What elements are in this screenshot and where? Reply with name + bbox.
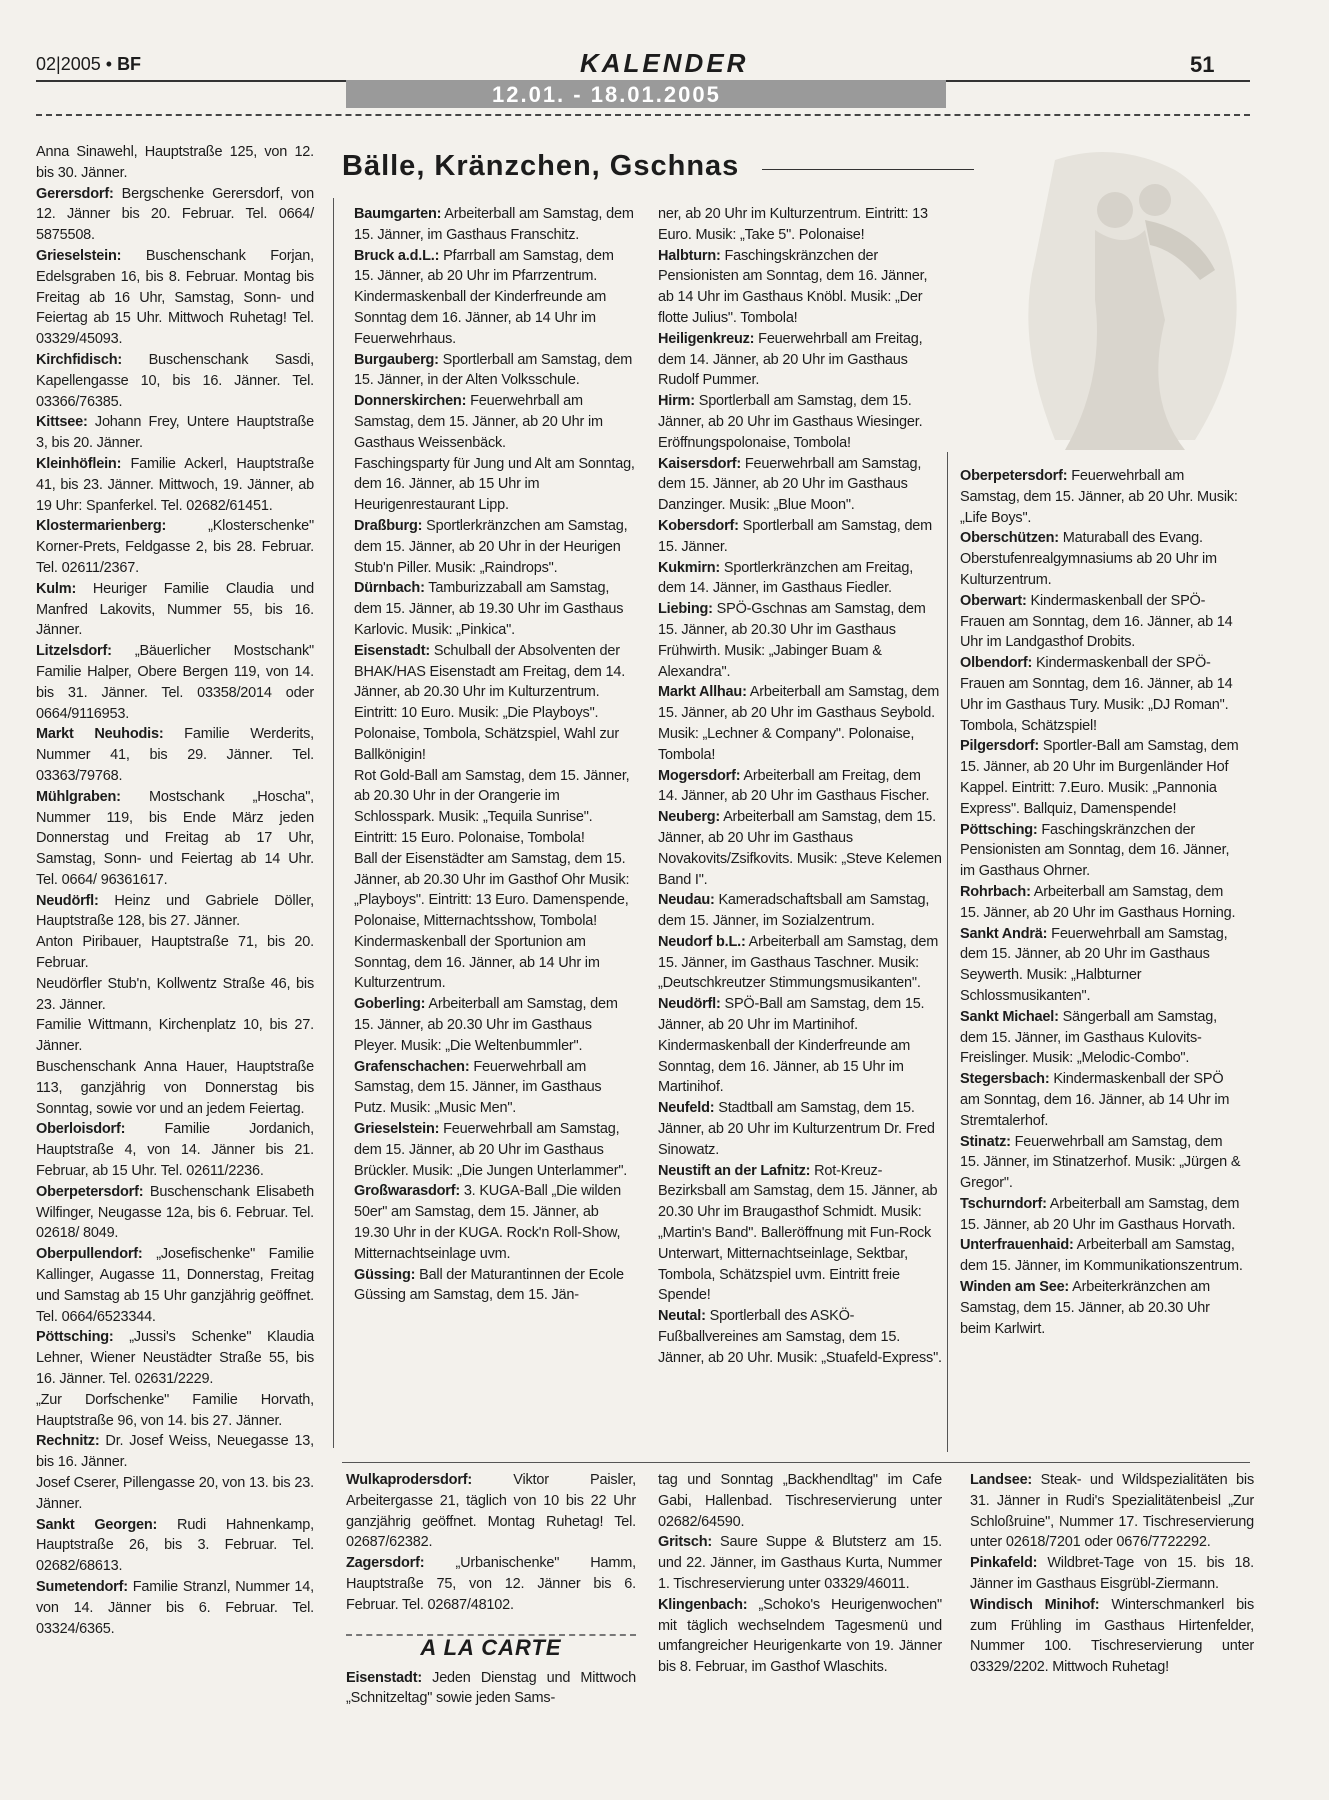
listing-text: Sportlerball des ASKÖ-Fußballvereines am Samstag, dem 15. Jänner, ab 20 Uhr. Musik: „Stuafeld-Express".: [658, 1308, 942, 1366]
listing-place: Baumgarten:: [354, 206, 442, 222]
listing-text: Kameradschaftsball am Samstag, dem 15. Jänner, im Sozialzentrum.: [658, 892, 930, 930]
listing-entry: [354, 204, 636, 246]
listing-entry: [970, 1595, 1254, 1678]
listing-text: Josef Cserer, Pillengasse 20, von 13. bis 23. Jänner.: [36, 1475, 314, 1512]
listing-entry: [36, 1015, 314, 1057]
listing-text: Kindermaskenball der SPÖ-Frauen am Sonntag, dem 16. Jänner, ab 14 Uhr im Gasthaus Tury. Musik: „DJ Roman". Tombola, Schätzspiel!: [960, 655, 1233, 734]
section-bottom-rule: [342, 1462, 1250, 1463]
listing-entry: [354, 766, 636, 849]
listing-entry: [658, 932, 942, 994]
listing-place: Litzelsdorf:: [36, 643, 112, 660]
listing-place: Grieselstein:: [36, 247, 122, 264]
listing-place: Kirchfidisch:: [36, 351, 123, 368]
listing-place: Burgauberg:: [354, 351, 439, 368]
listing-text: Steak- und Wildspezialitäten bis 31. Jänner in Rudi's Spezialitätenbeisl „Zur Schloßruine", Nummer 17. Tischreservierung unter 02618/7201 oder 0676/7722292.: [970, 1472, 1254, 1551]
listing-place: Großwarasdorf:: [354, 1183, 460, 1200]
bottom-column-1: [346, 1470, 636, 1709]
listing-place: Oberpetersdorf:: [36, 1183, 144, 1200]
listing-text: Sportlerkränzchen am Freitag, dem 14. Jänner, im Gasthaus Fiedler.: [658, 559, 914, 597]
listing-entry: [36, 350, 314, 412]
listing-place: Oberwart:: [960, 592, 1027, 609]
listing-entry: [960, 736, 1244, 819]
listing-entry: [346, 1553, 636, 1615]
listing-entry: [658, 1036, 942, 1098]
balls-column-2: [658, 204, 942, 1369]
listing-text: Feuerwehrball am Samstag, dem 15. Jänner, ab 20 Uhr im Gasthaus Brückler. Musik: „Die Jungen Unterlammer".: [354, 1121, 628, 1179]
listing-entry: [960, 1194, 1244, 1236]
listing-place: Pöttsching:: [960, 821, 1038, 838]
section-title: Bälle, Kränzchen, Gschnas: [342, 150, 740, 182]
listing-place: Dürnbach:: [354, 580, 425, 597]
listing-entry: [658, 1306, 942, 1368]
listing-entry: [36, 1244, 314, 1327]
listing-text: Pfarrball am Samstag, dem 15. Jänner, ab 20 Uhr im Pfarrzentrum.: [354, 247, 614, 285]
listing-place: Neudorf b.L.:: [658, 933, 746, 950]
listing-place: Wulkaprodersdorf:: [346, 1472, 473, 1488]
listing-entry: [658, 558, 942, 600]
listing-text: Johann Frey, Untere Hauptstraße 3, bis 20. Jänner.: [36, 414, 314, 452]
listing-entry: [36, 454, 314, 516]
listing-text: Familie Werderits, Nummer 41, bis 29. Jänner. Tel. 03363/79768.: [36, 726, 314, 784]
listing-place: Klostermarienberg:: [36, 518, 167, 535]
listing-place: Pilgersdorf:: [960, 738, 1039, 755]
listing-entry: [960, 820, 1244, 882]
listing-entry: [36, 1182, 314, 1244]
listing-place: Zagersdorf:: [346, 1555, 425, 1572]
listing-text: „Klosterschenke" Korner-Prets, Feldgasse 2, bis 28. Februar. Tel. 02611/2367.: [36, 518, 314, 576]
listing-text: Bergschenke Gerersdorf, von 12. Jänner bis 20. Februar. Tel. 0664/ 5875508.: [36, 185, 314, 244]
listing-place: Pinkafeld:: [970, 1555, 1038, 1572]
listing-place: Grieselstein:: [354, 1121, 440, 1138]
listing-text: Buschenschank Anna Hauer, Hauptstraße 113, ganzjährig von Donnerstag bis Sonntag, sowie vor und an jedem Feiertag.: [36, 1059, 314, 1117]
listing-text: Maturaball des Evang. Oberstufenrealgymnasiums ab 20 Uhr im Kulturzentrum.: [960, 530, 1217, 588]
listing-text: Buschenschank Sasdi, Kapellengasse 10, bis 16. Jänner. Tel. 03366/76385.: [36, 351, 314, 410]
listing-place: Stinatz:: [960, 1133, 1011, 1150]
listing-text: Feuerwehrball am Samstag, dem 15. Jänner, im Stinatzerhof. Musik: „Jürgen & Gregor".: [960, 1133, 1241, 1192]
listing-text: Sportlerkränzchen am Samstag, dem 15. Jänner, ab 20 Uhr in der Heurigen Stub'n Piller. Musik: „Raindrops".: [354, 517, 628, 576]
listing-place: Winden am See:: [960, 1279, 1070, 1296]
listing-text: Dr. Josef Weiss, Neuegasse 13, bis 16. Jänner.: [36, 1433, 314, 1471]
listing-place: Pöttsching:: [36, 1329, 114, 1346]
listing-text: Arbeiterkränzchen am Samstag, dem 15. Jänner, ab 20.30 Uhr beim Karlwirt.: [960, 1279, 1210, 1337]
listing-place: Neufeld:: [658, 1100, 715, 1117]
listing-text: Arbeiterball am Samstag, dem 15. Jänner, im Gasthaus Taschner. Musik: „Deutschkreutzer Stimmungsmusikanten".: [658, 933, 939, 992]
listing-entry: [36, 142, 314, 184]
listing-entry: [36, 1390, 314, 1432]
listing-entry: [354, 994, 636, 1056]
listing-entry: [354, 350, 636, 392]
listing-text: „Schoko's Heurigenwochen" mit täglich wechselndem Tagesmenü und umfangreicher Heurigenkarte von 19. Jänner bis 8. Februar, im Gasthof Wlaschits.: [658, 1596, 942, 1676]
listing-entry: [36, 932, 314, 974]
listing-place: Mühlgraben:: [36, 788, 121, 805]
listing-text: Feuerwehrball am Samstag, dem 15. Jänner, ab 20 Uhr im Gasthaus Danzinger. Musik: „Blue Moon".: [658, 455, 922, 514]
listing-place: Unterfrauenhaid:: [960, 1237, 1074, 1254]
listing-text: Familie Wittmann, Kirchenplatz 10, bis 27. Jänner.: [36, 1017, 314, 1055]
listing-text: Familie Jordanich, Hauptstraße 4, von 14. Jänner bis 21. Februar, ab 15 Uhr. Tel. 02611/2236.: [36, 1121, 314, 1180]
listing-entry: [36, 641, 314, 724]
listing-entry: [658, 1470, 942, 1532]
listing-text: Neudörfler Stub'n, Kollwentz Straße 46, bis 23. Jänner.: [36, 975, 314, 1013]
listing-text: Kindermaskenball der Sportunion am Sonntag, dem 16. Jänner, ab 14 Uhr im Kulturzentrum.: [354, 933, 600, 992]
listing-entry: [36, 1431, 314, 1473]
dancing-couple-illustration: [995, 140, 1250, 460]
listing-entry: [960, 1235, 1244, 1277]
page-title: KALENDER: [580, 48, 749, 78]
listing-place: Kobersdorf:: [658, 517, 739, 534]
listing-text: Feuerwehrball am Samstag, dem 15. Jänner, ab 20 Uhr im Gasthaus Weissenbäck.: [354, 393, 603, 451]
listing-entry: [658, 1532, 942, 1594]
listing-place: Rechnitz:: [36, 1433, 100, 1450]
listing-entry: [36, 1473, 314, 1515]
listing-text: Heinz und Gabriele Döller, Hauptstraße 128, bis 27. Jänner.: [36, 892, 314, 930]
listing-text: Familie Stranzl, Nummer 14, von 14. Jänner bis 6. Februar. Tel. 03324/6365.: [36, 1578, 314, 1637]
listing-text: Arbeiterball am Samstag, dem 15. Jänner, im Gasthaus Franschitz.: [354, 206, 634, 243]
listing-text: Arbeiterball am Samstag, dem 15. Jänner, ab 20 Uhr im Gasthaus Novakovits/Zsifkovits. Musik: „Steve Kelemen Band I".: [658, 809, 942, 888]
listing-entry: [960, 1007, 1244, 1069]
listing-text: Viktor Paisler, Arbeitergasse 21, täglich von 10 bis 22 Uhr ganzjährig geöffnet. Montag Ruhetag! Tel. 02687/62382.: [346, 1472, 636, 1551]
listing-entry: [960, 1069, 1244, 1131]
listing-text: Feuerwehrball am Samstag, dem 15. Jänner, ab 20 Uhr. Musik: „Life Boys".: [960, 468, 1238, 526]
balls-column-1: [354, 204, 636, 1306]
listing-entry: [970, 1470, 1254, 1553]
listing-entry: [658, 1595, 942, 1678]
listing-entry: [346, 1668, 636, 1710]
listing-place: Sankt Andrä:: [960, 925, 1048, 942]
listing-text: Anton Piribauer, Hauptstraße 71, bis 20. Februar.: [36, 934, 314, 972]
listing-place: Heiligenkreuz:: [658, 330, 755, 347]
listing-place: Neuberg:: [658, 809, 721, 826]
listing-entry: [346, 1470, 636, 1553]
listing-place: Gritsch:: [658, 1534, 712, 1551]
date-range: 12.01. - 18.01.2005: [492, 82, 721, 107]
listing-entry: [36, 246, 314, 350]
listing-text: Faschingskränzchen der Pensionisten am Sonntag, dem 16. Jänner, im Gasthaus Ohrner.: [960, 821, 1230, 880]
listing-text: Feuerwehrball am Samstag, dem 15. Jänner, im Gasthaus Putz. Musik: „Music Men".: [354, 1058, 602, 1117]
listing-text: Mostschank „Hoscha", Nummer 119, bis Ende März jeden Donnerstag und Freitag ab 17 Uhr, Samstag, Sonn- und Feiertag ab 14 Uhr. Tel. 0664/ 96361617.: [36, 788, 314, 888]
listing-place: Sumetendorf:: [36, 1578, 128, 1595]
listing-text: Kindermaskenball der SPÖ am Sonntag, dem 16. Jänner, ab 14 Uhr im Stremtalerhof.: [960, 1071, 1230, 1129]
listing-text: „Urbanischenke" Hamm, Hauptstraße 75, von 12. Jänner bis 6. Februar. Tel. 02687/48102.: [346, 1555, 636, 1613]
listing-entry: [354, 246, 636, 288]
listing-text: Stadtball am Samstag, dem 15. Jänner, ab 20 Uhr im Kulturzentrum Dr. Fred Sinowatz.: [658, 1100, 935, 1158]
listing-text: Buschenschank Elisabeth Wilfinger, Neugasse 12a, bis 6. Februar. Tel. 02618/ 8049.: [36, 1183, 314, 1242]
header-dashed-divider: [36, 114, 1250, 116]
listing-entry: [36, 1327, 314, 1389]
listing-text: Feuerwehrball am Freitag, dem 14. Jänner, ab 20 Uhr im Gasthaus Rudolf Pummer.: [658, 330, 923, 389]
listing-place: Markt Allhau:: [658, 684, 747, 701]
listing-entry: [354, 578, 636, 640]
listing-place: Grafenschachen:: [354, 1058, 470, 1075]
listing-text: Faschingskränzchen der Pensionisten am Sonntag, dem 16. Jänner, ab 14 Uhr im Gasthaus Knöbl. Musik: „Der flotte Julius". Tombola!: [658, 247, 928, 326]
a-la-carte-entries: [346, 1668, 636, 1710]
listing-text: Buschenschank Forjan, Edelsgraben 16, bis 8. Februar. Montag bis Freitag ab 16 Uhr, Samstag, Sonn- und Feiertag ab 15 Uhr. Mittwoch Ruhetag! Tel. 03329/45093.: [36, 247, 314, 348]
listing-entry: [658, 890, 942, 932]
listing-place: Markt Neuhodis:: [36, 726, 164, 743]
listing-entry: [36, 787, 314, 891]
a-la-carte-title: A LA CARTE: [420, 1634, 562, 1660]
listing-text: „Bäuerlicher Mostschank" Familie Halper, Obere Bergen 119, von 14. bis 31. Jänner. Tel. 03358/2014 oder 0664/9116953.: [36, 643, 314, 722]
listing-text: Arbeiterball am Samstag, dem 15. Jänner, ab 20.30 Uhr im Gasthaus Pleyer. Musik: „Die Weltenbummler".: [354, 996, 618, 1054]
listing-place: Sankt Georgen:: [36, 1516, 158, 1533]
listing-entry: [36, 412, 314, 454]
listing-text: ner, ab 20 Uhr im Kulturzentrum. Eintritt: 13 Euro. Musik: „Take 5". Polonaise!: [658, 206, 928, 243]
issue-label: [36, 54, 141, 75]
issue-brand: BF: [117, 54, 142, 74]
listing-place: Kleinhöflein:: [36, 455, 122, 472]
listing-place: Eisenstadt:: [346, 1669, 422, 1686]
listing-entry: [354, 287, 636, 349]
listing-entry: [960, 1277, 1244, 1339]
listing-place: Neudörfl:: [36, 892, 99, 909]
section-title-rule: [762, 169, 974, 170]
column-divider: [333, 198, 334, 1448]
listing-entry: [658, 391, 942, 453]
listing-text: Schulball der Absolventen der BHAK/HAS Eisenstadt am Freitag, dem 14. Jänner, ab 20.30 Uhr im Kulturzentrum. Eintritt: 10 Euro. Musik: „Die Playboys". Polonaise, Tombola, Schätzspiel, Wahl zur Ballkönigin!: [354, 642, 626, 763]
listing-entry: [354, 1265, 636, 1307]
listing-text: Jeden Dienstag und Mittwoch „Schnitzeltag" sowie jeden Sams-: [346, 1669, 636, 1707]
listing-text: Rot-Kreuz-Bezirksball am Samstag, dem 15. Jänner, ab 20.30 Uhr im Braugasthof Schmidt. Musik: „Martin's Band". Balleröffnung mit Fun-Rock Unterwart, Mitternachtseinlage, Sektbar, Tombola, Schätzspiel uvm. Eintritt freie Spende!: [658, 1162, 938, 1304]
listing-place: Neustift an der Lafnitz:: [658, 1162, 811, 1179]
listing-place: Halbturn:: [658, 247, 721, 264]
listing-place: Mogersdorf:: [658, 767, 741, 784]
listing-place: Eisenstadt:: [354, 642, 430, 659]
bottom-column-3: [970, 1470, 1254, 1678]
listing-entry: [354, 1181, 636, 1264]
listing-entry: [354, 641, 636, 766]
listing-text: Kindermaskenball der SPÖ-Frauen am Sonntag, dem 16. Jänner, ab 14 Uhr im Landgasthof Drobits.: [960, 592, 1233, 651]
listing-place: Olbendorf:: [960, 655, 1033, 672]
listing-entry: [960, 653, 1244, 736]
listing-entry: [36, 184, 314, 246]
listing-place: Landsee:: [970, 1472, 1033, 1488]
listing-place: Rohrbach:: [960, 883, 1031, 900]
listing-text: Sportler-Ball am Samstag, dem 15. Jänner, ab 20 Uhr im Burgenländer Hof Kappel. Eintritt: 7.Euro. Musik: „Pannonia Express". Ballquiz, Damenspende!: [960, 738, 1239, 817]
listing-entry: [960, 1132, 1244, 1194]
listing-entry: [36, 516, 314, 578]
listing-text: Ball der Maturantinnen der Ecole Güssing am Samstag, dem 15. Jän-: [354, 1266, 624, 1304]
heurigen-column-1: [36, 142, 314, 1639]
listing-text: Kindermaskenball der Kinderfreunde am Sonntag dem 16. Jänner, ab 14 Uhr im Feuerwehrhaus.: [354, 289, 607, 347]
listing-text: Arbeiterball am Samstag, dem 15. Jänner, ab 20 Uhr im Gasthaus Seybold. Musik: „Lechner & Company". Polonaise, Tombola!: [658, 684, 940, 763]
listing-place: Oberpullendorf:: [36, 1246, 143, 1263]
listing-place: Neutal:: [658, 1308, 706, 1325]
listing-entry: [658, 1161, 942, 1307]
listing-place: Kittsee:: [36, 414, 88, 431]
listing-entry: [960, 528, 1244, 590]
listing-entry: [658, 516, 942, 558]
listing-entry: [658, 599, 942, 682]
listing-place: Goberling:: [354, 996, 426, 1013]
listing-entry: [36, 1057, 314, 1119]
listing-place: Stegersbach:: [960, 1071, 1050, 1088]
listing-text: 3. KUGA-Ball „Die wilden 50er" am Samstag, dem 15. Jänner, ab 19.30 Uhr in der KUGA. Rock'n Roll-Show, Mitternachtseinlage uvm.: [354, 1183, 621, 1262]
balls-column-3: [960, 466, 1244, 1339]
listing-place: Windisch Minihof:: [970, 1596, 1100, 1613]
listing-text: Arbeiterball am Samstag, dem 15. Jänner, ab 20 Uhr im Gasthaus Horvath.: [960, 1195, 1240, 1233]
listing-place: Neudörfl:: [658, 996, 721, 1013]
listing-text: Heuriger Familie Claudia und Manfred Lakovits, Nummer 55, bis 16. Jänner.: [36, 580, 314, 639]
issue-number: 02|2005 •: [36, 54, 113, 74]
listing-entry: [36, 891, 314, 933]
listing-entry: [36, 1577, 314, 1639]
listing-text: Sportlerball am Samstag, dem 15. Jänner, ab 20 Uhr im Gasthaus Wiesinger. Eröffnungspolonaise, Tombola!: [658, 393, 923, 451]
listing-entry: [658, 682, 942, 765]
listing-text: Arbeiterball am Samstag, dem 15. Jänner, im Kommunikationszentrum.: [960, 1237, 1243, 1275]
listing-place: Sankt Michael:: [960, 1008, 1059, 1025]
listing-place: Draßburg:: [354, 517, 423, 534]
page-number: 51: [1190, 52, 1215, 77]
listing-entry: [658, 246, 942, 329]
listing-place: Bruck a.d.L.:: [354, 247, 440, 264]
listing-text: Arbeiterball am Samstag, dem 15. Jänner, ab 20 Uhr im Gasthaus Horning.: [960, 883, 1236, 921]
listing-text: „Zur Dorfschenke" Familie Horvath, Hauptstraße 96, von 14. bis 27. Jänner.: [36, 1391, 314, 1429]
listing-entry: [658, 807, 942, 890]
listing-text: Saure Suppe & Blutsterz am 15. und 22. Jänner, im Gasthaus Kurta, Nummer 1. Tischreservierung unter 03329/46011.: [658, 1534, 942, 1592]
listing-place: Liebing:: [658, 601, 713, 618]
listing-text: Kindermaskenball der Kinderfreunde am Sonntag, dem 16. Jänner, ab 15 Uhr im Martinihof.: [658, 1037, 911, 1096]
listing-text: „Jussi's Schenke" Klaudia Lehner, Wiener Neustädter Straße 55, bis 16. Jänner. Tel. 02631/2229.: [36, 1329, 314, 1388]
listing-entry: [658, 204, 942, 246]
listing-entry: [658, 329, 942, 391]
listing-text: Sportlerball am Samstag, dem 15. Jänner, in der Alten Volksschule.: [354, 351, 633, 389]
listing-place: Tschurndorf:: [960, 1195, 1047, 1212]
listing-place: Kulm:: [36, 580, 77, 597]
listing-entry: [658, 1098, 942, 1160]
listing-text: Wildbret-Tage von 15. bis 18. Jänner im Gasthaus Eisgrübl-Ziermann.: [970, 1555, 1254, 1592]
listing-text: tag und Sonntag „Backhendltag" im Cafe Gabi, Hallenbad. Tischreservierung unter 02682/64590.: [658, 1472, 942, 1530]
listing-text: Feuerwehrball am Samstag, dem 15. Jänner, ab 20 Uhr im Gasthaus Seywerth. Musik: „Halbturner Schlossmusikanten".: [960, 925, 1228, 1004]
listing-entry: [960, 466, 1244, 528]
listing-place: Donnerskirchen:: [354, 393, 467, 410]
listing-place: Oberloisdorf:: [36, 1121, 126, 1138]
listing-entry: [354, 1119, 636, 1181]
a-la-carte-header: [346, 1630, 636, 1658]
listing-text: Faschingsparty für Jung und Alt am Sonntag, dem 16. Jänner, ab 15 Uhr im Heurigenrestaurant Lipp.: [354, 455, 635, 514]
listing-entry: [658, 994, 942, 1036]
listing-entry: [36, 974, 314, 1016]
listing-entry: [354, 454, 636, 516]
listing-entry: [36, 724, 314, 786]
listing-entry: [354, 391, 636, 453]
listing-entry: [354, 516, 636, 578]
listing-text: Rot Gold-Ball am Samstag, dem 15. Jänner, ab 20.30 Uhr in der Orangerie im Schlosspark. Musik: „Tequila Sunrise". Eintritt: 15 Euro. Polonaise, Tombola!: [354, 767, 630, 846]
listing-text: Sängerball am Samstag, dem 15. Jänner, im Gasthaus Kulovits-Freislinger. Musik: „Melodic-Combo".: [960, 1008, 1217, 1067]
listing-text: SPÖ-Ball am Samstag, dem 15. Jänner, ab 20 Uhr im Martinihof.: [658, 996, 925, 1034]
listing-place: Kukmirn:: [658, 559, 721, 576]
listing-text: Anna Sinawehl, Hauptstraße 125, von 12. bis 30. Jänner.: [36, 144, 314, 181]
listing-entry: [36, 579, 314, 641]
listing-place: Gerersdorf:: [36, 185, 114, 202]
listing-place: Klingenbach:: [658, 1596, 748, 1613]
listing-place: Neudau:: [658, 892, 715, 909]
listing-entry: [658, 454, 942, 516]
listing-place: Kaisersdorf:: [658, 455, 742, 472]
listing-entry: [658, 766, 942, 808]
listing-place: Oberpetersdorf:: [960, 468, 1068, 484]
bottom-column-2: [658, 1470, 942, 1678]
listing-entry: [960, 924, 1244, 1007]
heurigen-continuation: [346, 1470, 636, 1616]
listing-entry: [354, 849, 636, 932]
listing-entry: [36, 1515, 314, 1577]
listing-text: „Josefischenke" Familie Kallinger, Augasse 11, Donnerstag, Freitag und Samstag ab 15 Uhr ganzjährig geöffnet. Tel. 0664/6523344.: [36, 1246, 314, 1325]
listing-entry: [960, 882, 1244, 924]
listing-place: Hirm:: [658, 393, 695, 410]
listing-place: Oberschützen:: [960, 530, 1059, 547]
listing-text: SPÖ-Gschnas am Samstag, dem 15. Jänner, ab 20.30 Uhr im Gasthaus Frühwirth. Musik: „Jabinger Buam & Alexandra".: [658, 601, 926, 680]
listing-text: Sportlerball am Samstag, dem 15. Jänner.: [658, 517, 933, 555]
listing-text: Ball der Eisenstädter am Samstag, dem 15. Jänner, ab 20.30 Uhr im Gasthof Ohr Musik: „Playboys". Eintritt: 13 Euro. Damenspende, Polonaise, Mitternachtsshow, Tombola!: [354, 850, 630, 930]
listing-entry: [970, 1553, 1254, 1595]
listing-text: Winterschmankerl bis zum Frühling im Gasthaus Hirtenfelder, Nummer 100. Tischreservierung unter 03329/2202. Mittwoch Ruhetag!: [970, 1596, 1255, 1676]
listing-place: Güssing:: [354, 1266, 416, 1283]
listing-text: Arbeiterball am Freitag, dem 14. Jänner, ab 20 Uhr im Gasthaus Fischer.: [658, 767, 930, 805]
column-divider: [947, 452, 948, 1452]
listing-entry: [354, 1057, 636, 1119]
listing-text: Rudi Hahnenkamp, Hauptstraße 26, bis 3. Februar. Tel. 02682/68613.: [36, 1516, 314, 1575]
listing-entry: [354, 932, 636, 994]
listing-text: Familie Ackerl, Hauptstraße 41, bis 23. Jänner. Mittwoch, 19. Jänner, ab 19 Uhr: Spanferkel. Tel. 02682/61451.: [36, 455, 314, 514]
listing-entry: [960, 591, 1244, 653]
listing-entry: [36, 1119, 314, 1181]
listing-text: Tamburizzaball am Samstag, dem 15. Jänner, ab 19.30 Uhr im Gasthaus Karlovic. Musik: „Pinkica".: [354, 580, 624, 638]
